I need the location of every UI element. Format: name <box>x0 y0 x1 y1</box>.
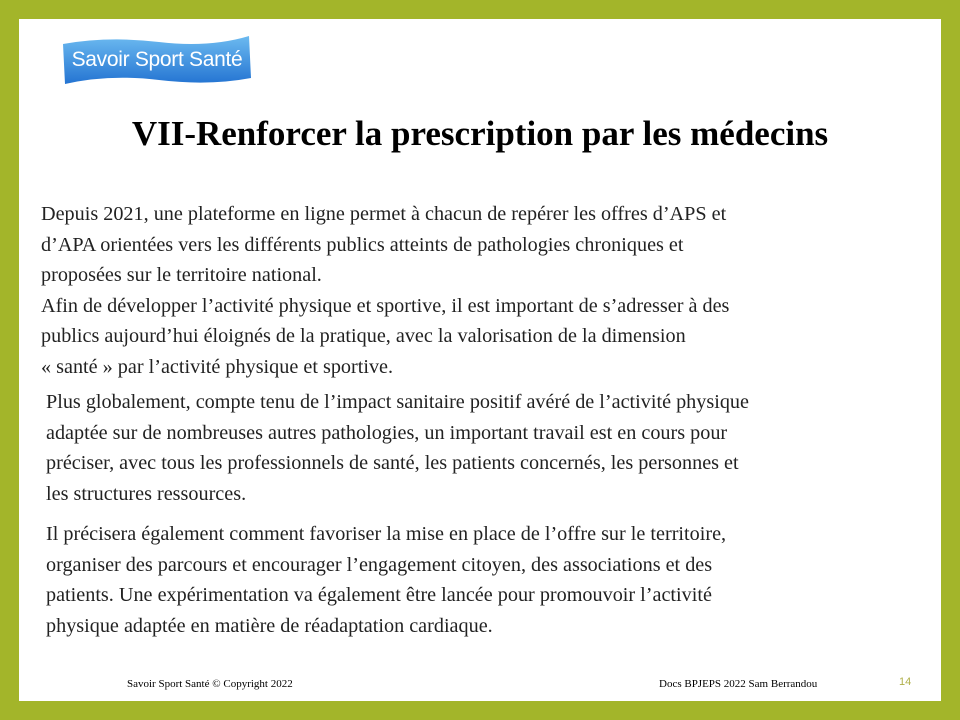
paragraph-global-work <box>46 387 749 509</box>
paragraph-line: patients. Une expérimentation va également être lancée pour promouvoir l’activité <box>46 584 712 607</box>
paragraph-line: organiser des parcours et encourager l’engagement citoyen, des associations et des <box>46 553 713 576</box>
paragraph-line: Il précisera également comment favoriser la mise en place de l’offre sur le territoire, <box>46 523 727 545</box>
paragraph-line: préciser, avec tous les professionnels de santé, les patients concernés, les personnes et <box>46 452 739 475</box>
paragraph-line: les structures ressources. <box>46 482 247 505</box>
paragraph-line: physique adaptée en matière de réadaptation cardiaque. <box>46 614 493 637</box>
paragraph-line: proposées sur le territoire national. <box>41 264 322 287</box>
paragraph-line: d’APA orientées vers les différents publics atteints de pathologies chroniques et <box>41 233 684 256</box>
page-number: 14 <box>899 676 912 688</box>
paragraph-line: Depuis 2021, une plateforme en ligne permet à chacun de repérer les offres d’APS et <box>41 203 727 225</box>
paragraph-line: adaptée sur de nombreuses autres pathologies, un important travail est en cours pour <box>46 421 728 444</box>
logo-text: Savoir Sport Santé <box>71 48 243 71</box>
paragraph-line: Plus globalement, compte tenu de l’impact sanitaire positif avéré de l’activité physique <box>46 391 749 413</box>
footer-author: Docs BPJEPS 2022 Sam Berrandou <box>659 678 818 690</box>
paragraph-platform <box>41 199 729 383</box>
savoir-sport-sante-logo <box>59 34 253 86</box>
paragraph-line: « santé » par l’activité physique et sportive. <box>41 355 394 378</box>
paragraph-experimentation <box>46 519 726 641</box>
slide-title: VII-Renforcer la prescription par les médecins <box>131 114 829 153</box>
paragraph-line: publics aujourd’hui éloignés de la pratique, avec la valorisation de la dimension <box>41 325 686 348</box>
slide <box>19 19 941 701</box>
paragraph-line: Afin de développer l’activité physique et sportive, il est important de s’adresser à des <box>41 294 730 317</box>
footer-copyright: Savoir Sport Santé © Copyright 2022 <box>127 678 293 690</box>
